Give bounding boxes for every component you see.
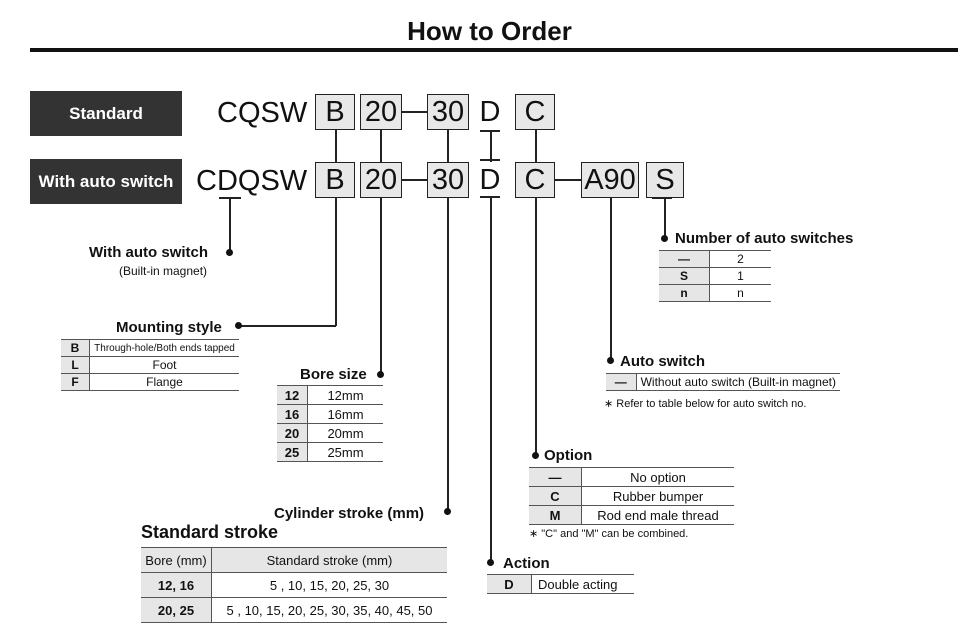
number-value: n: [710, 285, 772, 302]
number-of-switches-heading: Number of auto switches: [675, 230, 854, 247]
number-key: —: [659, 251, 710, 268]
table-row: [529, 506, 734, 525]
table-row: [141, 598, 447, 623]
table-row: [141, 573, 447, 598]
standard-code-option: C: [515, 94, 555, 130]
stroke-values: 5 , 10, 15, 20, 25, 30, 35, 40, 45, 50: [212, 598, 448, 623]
action-key: D: [487, 575, 532, 594]
table-row: [277, 424, 383, 443]
bore-key: 12: [277, 386, 308, 405]
option-heading: Option: [544, 447, 593, 464]
table-row: [529, 487, 734, 506]
auto-switch-prefix: CDQSW: [196, 165, 308, 197]
table-row: [659, 268, 771, 285]
leader-option: [535, 198, 537, 456]
mounting-key: F: [61, 374, 90, 391]
table-row: [529, 468, 734, 487]
number-underline: [652, 197, 672, 199]
table-row: [606, 374, 840, 391]
mounting-style-heading: Mounting style: [116, 319, 222, 336]
dot-auto-switch: [607, 357, 614, 364]
auto-dash-1: [402, 179, 427, 181]
leader-with-auto-switch: [229, 197, 231, 250]
mounting-value: Flange: [90, 374, 240, 391]
option-key: M: [529, 506, 582, 525]
table-row: [61, 357, 239, 374]
connector-mounting: [335, 130, 337, 162]
option-table: [529, 467, 734, 525]
standard-stroke-table: [141, 547, 447, 623]
auto-code-stroke: 30: [427, 162, 469, 198]
stroke-bore: 12, 16: [141, 573, 212, 598]
connector-option: [535, 130, 537, 162]
bore-size-table: [277, 385, 383, 462]
with-auto-switch-heading: With auto switch: [89, 244, 209, 261]
auto-switch-key: —: [606, 374, 636, 391]
auto-switch-value: Without auto switch (Built-in magnet): [636, 374, 840, 391]
mounting-value: Through-hole/Both ends tapped: [90, 340, 240, 357]
mounting-style-table: [61, 339, 239, 391]
standard-label: Standard: [30, 91, 182, 136]
mounting-key: L: [61, 357, 90, 374]
option-value: Rubber bumper: [582, 487, 735, 506]
table-row: [659, 251, 771, 268]
number-of-switches-table: [659, 250, 771, 302]
leader-mounting-horizontal: [240, 325, 336, 327]
standard-code-stroke: 30: [427, 94, 469, 130]
option-value: No option: [582, 468, 735, 487]
action-value: Double acting: [532, 575, 635, 594]
auto-code-action: D: [479, 163, 501, 196]
leader-mounting-vertical: [335, 198, 337, 326]
standard-code-bore: 20: [360, 94, 402, 130]
built-in-magnet-text: (Built-in magnet): [119, 264, 208, 278]
mounting-key: B: [61, 340, 90, 357]
action-heading: Action: [503, 555, 550, 572]
bore-key: 16: [277, 405, 308, 424]
table-row: [61, 340, 239, 357]
leader-bore: [380, 198, 382, 373]
number-key: S: [659, 268, 710, 285]
bore-key: 20: [277, 424, 308, 443]
auto-code-number: S: [646, 162, 684, 198]
connector-action: [490, 130, 492, 162]
auto-switch-note: ∗ Refer to table below for auto switch no.: [604, 398, 807, 410]
leader-action: [490, 198, 492, 561]
dot-with-auto-switch: [226, 249, 233, 256]
table-row: [61, 374, 239, 391]
bore-size-heading: Bore size: [300, 366, 367, 383]
page-title: How to Order: [407, 16, 572, 46]
bore-key: 25: [277, 443, 308, 462]
bore-header: Bore (mm): [141, 548, 212, 573]
bore-value: 25mm: [308, 443, 384, 462]
option-key: C: [529, 487, 582, 506]
stroke-bore: 20, 25: [141, 598, 212, 623]
number-value: 1: [710, 268, 772, 285]
dot-action: [487, 559, 494, 566]
standard-code-mounting: B: [315, 94, 355, 130]
dot-bore-size: [377, 371, 384, 378]
leader-stroke: [447, 198, 449, 510]
with-auto-switch-label: With auto switch: [30, 159, 182, 204]
dot-option: [532, 452, 539, 459]
auto-switch-table: [606, 373, 840, 391]
bore-value: 20mm: [308, 424, 384, 443]
dot-cylinder-stroke: [444, 508, 451, 515]
connector-bore: [380, 130, 382, 162]
action-overline-auto: [480, 159, 500, 161]
option-key: —: [529, 468, 582, 487]
bore-value: 16mm: [308, 405, 384, 424]
auto-code-switch: A90: [581, 162, 639, 198]
connector-stroke: [447, 130, 449, 162]
action-underline-top: [480, 130, 500, 132]
option-value: Rod end male thread: [582, 506, 735, 525]
option-note: ∗ "C" and "M" can be combined.: [529, 528, 689, 540]
cylinder-stroke-heading: Cylinder stroke (mm): [274, 505, 425, 522]
table-row: [659, 285, 771, 302]
auto-code-option: C: [515, 162, 555, 198]
table-row: [277, 405, 383, 424]
leader-number: [664, 198, 666, 238]
standard-code-action: D: [479, 95, 501, 128]
stroke-header: Standard stroke (mm): [212, 548, 448, 573]
title-rule: [30, 48, 958, 52]
action-table: [487, 574, 634, 594]
leader-auto-switch: [610, 198, 612, 359]
table-row: [487, 575, 634, 594]
standard-prefix: CQSW: [217, 97, 308, 129]
auto-dash-2: [555, 179, 581, 181]
stroke-values: 5 , 10, 15, 20, 25, 30: [212, 573, 448, 598]
table-header-row: [141, 548, 447, 573]
mounting-value: Foot: [90, 357, 240, 374]
standard-stroke-heading: Standard stroke: [141, 522, 279, 542]
number-key: n: [659, 285, 710, 302]
dot-mounting-style: [235, 322, 242, 329]
auto-code-mounting: B: [315, 162, 355, 198]
table-row: [277, 386, 383, 405]
auto-code-bore: 20: [360, 162, 402, 198]
number-value: 2: [710, 251, 772, 268]
dot-number-of-switches: [661, 235, 668, 242]
standard-dash: [402, 111, 427, 113]
bore-value: 12mm: [308, 386, 384, 405]
auto-switch-heading: Auto switch: [620, 353, 705, 370]
table-row: [277, 443, 383, 462]
